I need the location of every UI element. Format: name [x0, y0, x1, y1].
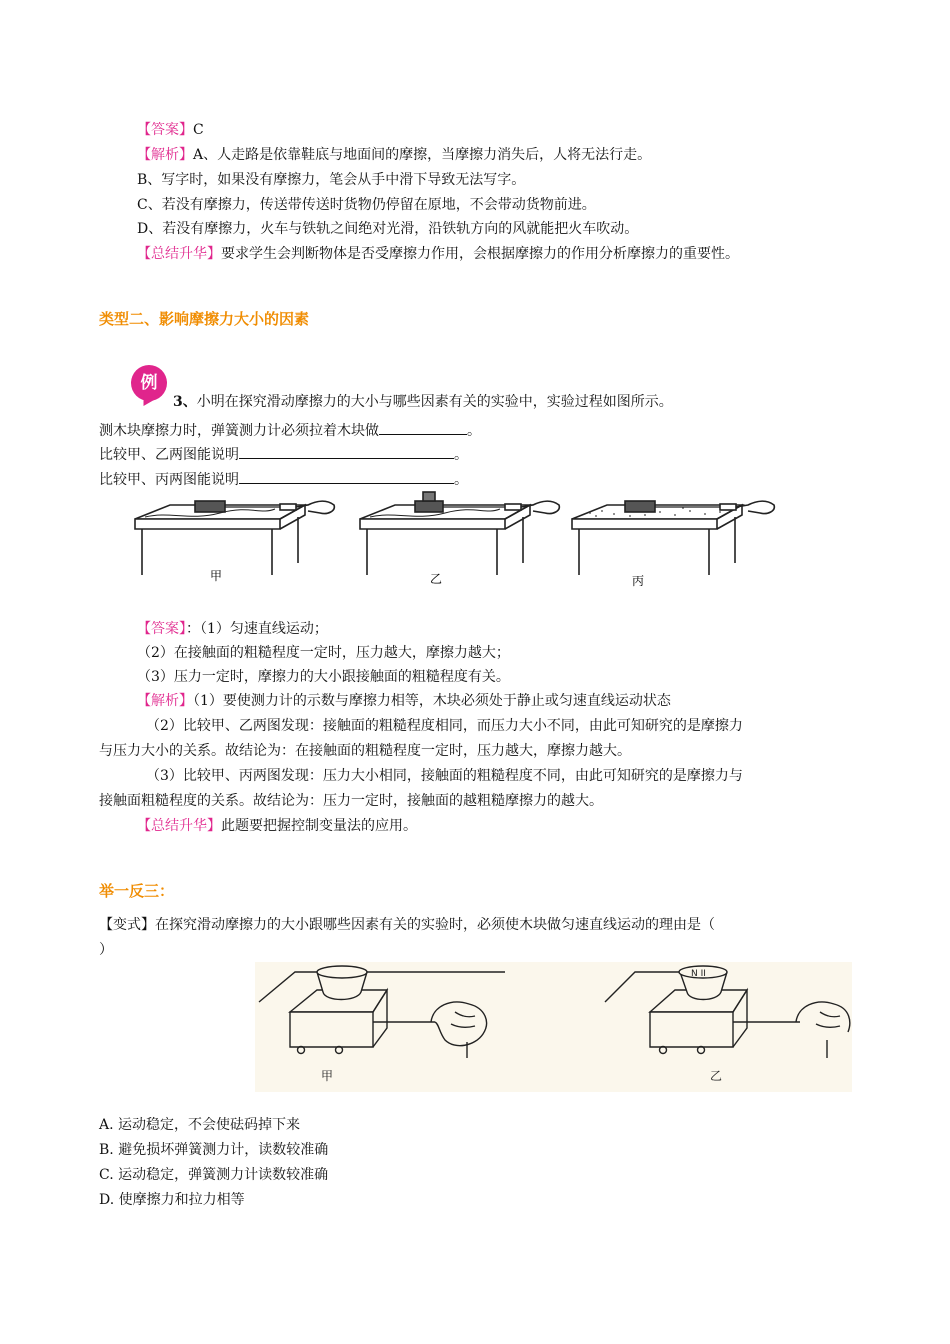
q3-answer-l1: [137, 619, 328, 639]
experiment-figure: [130, 487, 785, 590]
practice-title: 举一反三：: [99, 882, 175, 900]
section-title: 类型二、影响摩擦力大小的因素: [99, 310, 310, 328]
period: 。: [454, 472, 468, 488]
q2-analysis-b: B、写字时，如果没有摩擦力，笔会从手中滑下导致无法写字。: [137, 172, 526, 188]
q2-analysis-a: [137, 145, 651, 165]
variant-stem-line1: [99, 915, 715, 935]
summary-tag: 【总结升华】: [137, 818, 221, 834]
analysis-text-a: A、人走路是依靠鞋底与地面间的摩擦，当摩擦力消失后，人将无法行走。: [193, 147, 652, 163]
analysis-tag: 【解析】: [137, 693, 193, 709]
answer-blank: [379, 420, 467, 435]
period: 。: [467, 423, 481, 439]
summary-text: 此题要把握控制变量法的应用。: [221, 818, 417, 834]
fig-label-jia: 甲: [210, 569, 223, 583]
analysis-line-1: （1）要使测力计的示数与摩擦力相等，木块必须处于静止或匀速直线运动状态: [193, 693, 671, 709]
example-q2: [99, 444, 468, 465]
variant-stem-text: 在探究滑动摩擦力的大小跟哪些因素有关的实验时，必须使木块做匀速直线运动的理由是（: [155, 917, 715, 933]
example-q2-text: 比较甲、乙两图能说明: [99, 447, 239, 463]
example-stem: [173, 392, 673, 412]
q3-summary-line: [137, 816, 417, 836]
example-stem-text: 小明在探究滑动摩擦力的大小与哪些因素有关的实验中，实验过程如图所示。: [196, 394, 673, 410]
example-q3-text: 比较甲、丙两图能说明: [99, 472, 239, 488]
answer-tag: 【答案】: [137, 122, 193, 138]
example-q1-text: 测木块摩擦力时，弹簧测力计必须拉着木块做: [99, 423, 379, 439]
option-b: B. 避免损坏弹簧测力计，读数较准确: [99, 1142, 329, 1158]
q3-analysis-l3b: 接触面粗糙程度的关系。故结论为：压力一定时，接触面的越粗糙摩擦力的越大。: [99, 793, 603, 809]
q3-analysis-l3a: （3）比较甲、丙两图发现：压力大小相同，接触面的粗糙程度不同，由此可知研究的是摩擦力与: [146, 768, 743, 784]
summary-text: 要求学生会判断物体是否受摩擦力作用，会根据摩擦力的作用分析摩擦力的重要性。: [221, 246, 739, 262]
q3-answer-l2: （2）在接触面的粗糙程度一定时，压力越大，摩擦力越大；: [137, 645, 510, 661]
answer-tag: 【答案】: [137, 621, 186, 637]
example-q1: [99, 420, 481, 441]
example-badge-icon: 例: [131, 365, 167, 401]
q2-analysis-d: D、若没有摩擦力，火车与铁轨之间绝对光滑，沿铁轨方向的风就能把火车吹动。: [137, 221, 639, 237]
fig-label-yi: 乙: [430, 572, 443, 586]
fig-label-jia: 甲: [321, 1069, 334, 1083]
q3-analysis-l2b: 与压力大小的关系。故结论为：在接触面的粗糙程度一定时，压力越大，摩擦力越大。: [99, 743, 631, 759]
q3-analysis-l2a: （2）比较甲、乙两图发现：接触面的粗糙程度相同，而压力大小不同，由此可知研究的是摩擦力: [146, 718, 743, 734]
variant-figure: [255, 962, 852, 1092]
answer-line-1: ：（1）匀速直线运动；: [186, 621, 328, 637]
variant-stem-line2: ）: [99, 942, 113, 958]
variant-tag: 【变式】: [99, 917, 155, 933]
q2-analysis-c: C、若没有摩擦力，传送带传送时货物仍停留在原地，不会带动货物前进。: [137, 197, 596, 213]
analysis-tag: 【解析】: [137, 147, 193, 163]
q2-summary-line: [137, 244, 739, 264]
option-c: C. 运动稳定，弹簧测力计读数较准确: [99, 1167, 329, 1183]
q3-answer-l3: （3）压力一定时，摩擦力的大小跟接触面的粗糙程度有关。: [137, 669, 510, 685]
fig-label-yi: 乙: [710, 1069, 723, 1083]
q2-answer-line: [137, 120, 204, 140]
option-d: D. 使摩擦力和拉力相等: [99, 1192, 245, 1208]
weight-mark: N II: [691, 969, 706, 979]
answer-text: C: [193, 122, 204, 138]
example-number: 3、: [173, 394, 197, 410]
answer-blank: [239, 444, 454, 459]
fig-label-bing: 丙: [632, 574, 645, 588]
summary-tag: 【总结升华】: [137, 246, 221, 262]
period: 。: [454, 447, 468, 463]
option-a: A. 运动稳定，不会使砝码掉下来: [99, 1117, 301, 1133]
answer-blank: [239, 469, 454, 484]
q3-analysis-l1: [137, 691, 671, 711]
